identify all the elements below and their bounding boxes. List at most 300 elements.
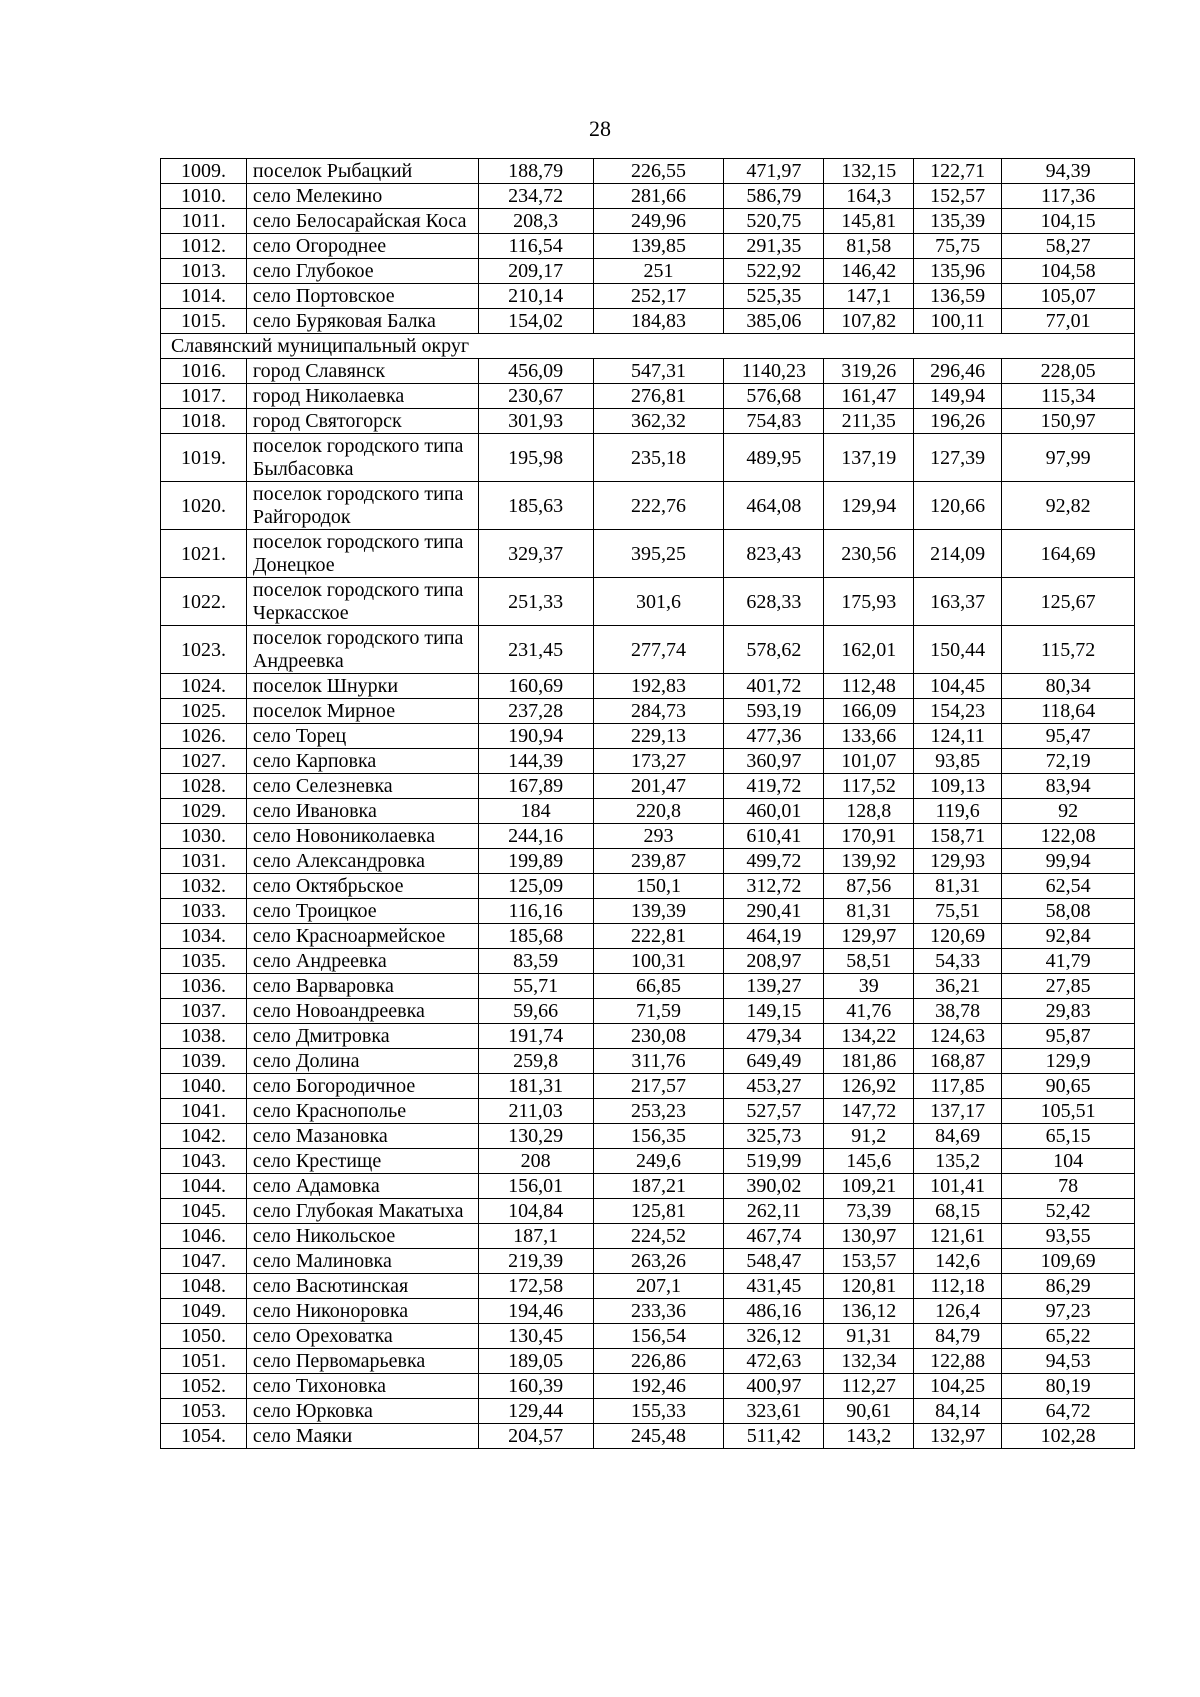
value-cell: 471,97 [724,159,824,184]
value-cell: 163,37 [914,578,1002,626]
table-row [161,1224,1135,1249]
table-row [161,1074,1135,1099]
value-cell: 210,14 [478,284,593,309]
table-row [161,974,1135,999]
value-cell: 249,6 [593,1149,724,1174]
value-cell: 160,39 [478,1374,593,1399]
settlement-name: село Дмитровка [246,1024,478,1049]
settlement-name: село Богородичное [246,1074,478,1099]
value-cell: 233,36 [593,1299,724,1324]
table-row [161,1274,1135,1299]
table-row [161,1049,1135,1074]
value-cell: 150,1 [593,874,724,899]
value-cell: 133,66 [824,724,914,749]
value-cell: 78 [1002,1174,1135,1199]
value-cell: 259,8 [478,1049,593,1074]
table-row [161,1149,1135,1174]
value-cell: 120,66 [914,482,1002,530]
row-number: 1033. [161,899,247,924]
value-cell: 130,45 [478,1324,593,1349]
table-row [161,209,1135,234]
settlement-name: город Святогорск [246,409,478,434]
settlement-name: поселок Мирное [246,699,478,724]
row-number: 1039. [161,1049,247,1074]
value-cell: 207,1 [593,1274,724,1299]
value-cell: 80,19 [1002,1374,1135,1399]
row-number: 1036. [161,974,247,999]
value-cell: 419,72 [724,774,824,799]
value-cell: 83,59 [478,949,593,974]
table-row [161,1399,1135,1424]
value-cell: 109,21 [824,1174,914,1199]
row-number: 1050. [161,1324,247,1349]
settlement-name: село Ивановка [246,799,478,824]
settlement-name: село Васютинская [246,1274,478,1299]
row-number: 1028. [161,774,247,799]
value-cell: 192,83 [593,674,724,699]
value-cell: 142,6 [914,1249,1002,1274]
value-cell: 185,63 [478,482,593,530]
value-cell: 325,73 [724,1124,824,1149]
value-cell: 224,52 [593,1224,724,1249]
value-cell: 29,83 [1002,999,1135,1024]
table-row [161,874,1135,899]
value-cell: 149,94 [914,384,1002,409]
value-cell: 95,87 [1002,1024,1135,1049]
value-cell: 125,67 [1002,578,1135,626]
value-cell: 126,4 [914,1299,1002,1324]
value-cell: 99,94 [1002,849,1135,874]
value-cell: 245,48 [593,1424,724,1449]
value-cell: 586,79 [724,184,824,209]
value-cell: 59,66 [478,999,593,1024]
value-cell: 147,1 [824,284,914,309]
row-number: 1045. [161,1199,247,1224]
value-cell: 136,12 [824,1299,914,1324]
settlement-name: село Александровка [246,849,478,874]
value-cell: 520,75 [724,209,824,234]
table-row [161,434,1135,482]
value-cell: 94,53 [1002,1349,1135,1374]
value-cell: 129,44 [478,1399,593,1424]
table-row [161,384,1135,409]
row-number: 1046. [161,1224,247,1249]
value-cell: 217,57 [593,1074,724,1099]
value-cell: 93,55 [1002,1224,1135,1249]
value-cell: 118,64 [1002,699,1135,724]
value-cell: 117,85 [914,1074,1002,1099]
table-row [161,1299,1135,1324]
value-cell: 124,11 [914,724,1002,749]
value-cell: 145,81 [824,209,914,234]
value-cell: 263,26 [593,1249,724,1274]
value-cell: 112,27 [824,1374,914,1399]
value-cell: 184 [478,799,593,824]
value-cell: 122,71 [914,159,1002,184]
value-cell: 190,94 [478,724,593,749]
value-cell: 115,34 [1002,384,1135,409]
value-cell: 134,22 [824,1024,914,1049]
table-row [161,1249,1135,1274]
value-cell: 511,42 [724,1424,824,1449]
value-cell: 115,72 [1002,626,1135,674]
value-cell: 122,88 [914,1349,1002,1374]
value-cell: 147,72 [824,1099,914,1124]
value-cell: 68,15 [914,1199,1002,1224]
value-cell: 226,86 [593,1349,724,1374]
value-cell: 229,13 [593,724,724,749]
value-cell: 81,31 [824,899,914,924]
row-number: 1009. [161,159,247,184]
row-number: 1048. [161,1274,247,1299]
value-cell: 234,72 [478,184,593,209]
value-cell: 464,08 [724,482,824,530]
value-cell: 168,87 [914,1049,1002,1074]
value-cell: 137,19 [824,434,914,482]
value-cell: 104,84 [478,1199,593,1224]
value-cell: 170,91 [824,824,914,849]
value-cell: 90,61 [824,1399,914,1424]
table-row [161,1324,1135,1349]
value-cell: 91,2 [824,1124,914,1149]
settlement-name: село Андреевка [246,949,478,974]
settlement-name: поселок городского типа Райгородок [246,482,478,530]
settlement-name: село Долина [246,1049,478,1074]
settlement-name: село Новониколаевка [246,824,478,849]
value-cell: 1140,23 [724,359,824,384]
value-cell: 489,95 [724,434,824,482]
value-cell: 73,39 [824,1199,914,1224]
value-cell: 129,93 [914,849,1002,874]
value-cell: 189,05 [478,1349,593,1374]
value-cell: 522,92 [724,259,824,284]
value-cell: 152,57 [914,184,1002,209]
value-cell: 181,86 [824,1049,914,1074]
value-cell: 126,92 [824,1074,914,1099]
value-cell: 104,15 [1002,209,1135,234]
value-cell: 231,45 [478,626,593,674]
settlement-name: поселок городского типа Донецкое [246,530,478,578]
value-cell: 93,85 [914,749,1002,774]
value-cell: 100,31 [593,949,724,974]
table-row [161,849,1135,874]
value-cell: 104,45 [914,674,1002,699]
row-number: 1017. [161,384,247,409]
value-cell: 301,93 [478,409,593,434]
table-row [161,309,1135,334]
value-cell: 401,72 [724,674,824,699]
value-cell: 90,65 [1002,1074,1135,1099]
value-cell: 251 [593,259,724,284]
value-cell: 185,68 [478,924,593,949]
settlement-name: поселок городского типа Черкасское [246,578,478,626]
value-cell: 593,19 [724,699,824,724]
value-cell: 119,6 [914,799,1002,824]
table-row [161,626,1135,674]
value-cell: 139,39 [593,899,724,924]
value-cell: 71,59 [593,999,724,1024]
value-cell: 27,85 [1002,974,1135,999]
table-row [161,184,1135,209]
value-cell: 132,34 [824,1349,914,1374]
table-row [161,578,1135,626]
table-row [161,899,1135,924]
value-cell: 312,72 [724,874,824,899]
value-cell: 467,74 [724,1224,824,1249]
row-number: 1043. [161,1149,247,1174]
value-cell: 460,01 [724,799,824,824]
row-number: 1030. [161,824,247,849]
table-row [161,799,1135,824]
value-cell: 395,25 [593,530,724,578]
value-cell: 211,03 [478,1099,593,1124]
page-number: 28 [589,116,611,141]
settlement-name: село Мазановка [246,1124,478,1149]
settlement-name: село Адамовка [246,1174,478,1199]
table-row [161,159,1135,184]
table-row [161,699,1135,724]
value-cell: 251,33 [478,578,593,626]
row-number: 1010. [161,184,247,209]
value-cell: 41,76 [824,999,914,1024]
table-row [161,234,1135,259]
settlement-name: село Никоноровка [246,1299,478,1324]
settlement-name: село Первомарьевка [246,1349,478,1374]
value-cell: 105,51 [1002,1099,1135,1124]
value-cell: 52,42 [1002,1199,1135,1224]
value-cell: 92 [1002,799,1135,824]
value-cell: 132,15 [824,159,914,184]
value-cell: 144,39 [478,749,593,774]
value-cell: 204,57 [478,1424,593,1449]
value-cell: 253,23 [593,1099,724,1124]
settlement-name: село Юрковка [246,1399,478,1424]
row-number: 1042. [161,1124,247,1149]
value-cell: 252,17 [593,284,724,309]
value-cell: 122,08 [1002,824,1135,849]
value-cell: 547,31 [593,359,724,384]
value-cell: 77,01 [1002,309,1135,334]
table-row [161,1349,1135,1374]
settlement-name: село Тихоновка [246,1374,478,1399]
table-row [161,749,1135,774]
value-cell: 54,33 [914,949,1002,974]
row-number: 1026. [161,724,247,749]
value-cell: 94,39 [1002,159,1135,184]
value-cell: 92,84 [1002,924,1135,949]
settlement-name: поселок городского типа Андреевка [246,626,478,674]
value-cell: 129,97 [824,924,914,949]
row-number: 1040. [161,1074,247,1099]
value-cell: 112,18 [914,1274,1002,1299]
settlement-name: село Троицкое [246,899,478,924]
value-cell: 323,61 [724,1399,824,1424]
data-table-body [161,159,1135,1449]
value-cell: 72,19 [1002,749,1135,774]
row-number: 1019. [161,434,247,482]
settlement-name: село Ореховатка [246,1324,478,1349]
table-row [161,824,1135,849]
table-row [161,924,1135,949]
value-cell: 58,51 [824,949,914,974]
settlement-name: село Краснополье [246,1099,478,1124]
value-cell: 121,61 [914,1224,1002,1249]
table-row [161,359,1135,384]
value-cell: 150,44 [914,626,1002,674]
value-cell: 128,8 [824,799,914,824]
settlement-name: село Огороднее [246,234,478,259]
value-cell: 41,79 [1002,949,1135,974]
value-cell: 173,27 [593,749,724,774]
row-number: 1023. [161,626,247,674]
settlement-name: село Варваровка [246,974,478,999]
value-cell: 192,46 [593,1374,724,1399]
value-cell: 97,99 [1002,434,1135,482]
row-number: 1029. [161,799,247,824]
value-cell: 400,97 [724,1374,824,1399]
value-cell: 101,07 [824,749,914,774]
row-number: 1051. [161,1349,247,1374]
value-cell: 66,85 [593,974,724,999]
settlement-name: город Николаевка [246,384,478,409]
settlement-name: село Селезневка [246,774,478,799]
row-number: 1014. [161,284,247,309]
value-cell: 195,98 [478,434,593,482]
value-cell: 135,39 [914,209,1002,234]
value-cell: 191,74 [478,1024,593,1049]
row-number: 1011. [161,209,247,234]
data-table [160,158,1135,1449]
value-cell: 486,16 [724,1299,824,1324]
table-row [161,1424,1135,1449]
value-cell: 166,09 [824,699,914,724]
value-cell: 109,69 [1002,1249,1135,1274]
value-cell: 301,6 [593,578,724,626]
value-cell: 453,27 [724,1074,824,1099]
table-row [161,674,1135,699]
value-cell: 65,22 [1002,1324,1135,1349]
row-number: 1024. [161,674,247,699]
table-row [161,284,1135,309]
value-cell: 116,16 [478,899,593,924]
value-cell: 124,63 [914,1024,1002,1049]
settlement-name: село Глубокое [246,259,478,284]
value-cell: 154,23 [914,699,1002,724]
value-cell: 548,47 [724,1249,824,1274]
value-cell: 208,97 [724,949,824,974]
value-cell: 172,58 [478,1274,593,1299]
value-cell: 326,12 [724,1324,824,1349]
value-cell: 431,45 [724,1274,824,1299]
value-cell: 823,43 [724,530,824,578]
table-row [161,1099,1135,1124]
settlement-name: село Буряковая Балка [246,309,478,334]
value-cell: 104,58 [1002,259,1135,284]
value-cell: 276,81 [593,384,724,409]
value-cell: 86,29 [1002,1274,1135,1299]
value-cell: 222,81 [593,924,724,949]
value-cell: 214,09 [914,530,1002,578]
value-cell: 293 [593,824,724,849]
settlement-name: село Октябрьское [246,874,478,899]
value-cell: 201,47 [593,774,724,799]
value-cell: 130,29 [478,1124,593,1149]
value-cell: 184,83 [593,309,724,334]
value-cell: 239,87 [593,849,724,874]
row-number: 1020. [161,482,247,530]
value-cell: 519,99 [724,1149,824,1174]
value-cell: 281,66 [593,184,724,209]
row-number: 1027. [161,749,247,774]
value-cell: 104 [1002,1149,1135,1174]
value-cell: 249,96 [593,209,724,234]
row-number: 1032. [161,874,247,899]
value-cell: 472,63 [724,1349,824,1374]
value-cell: 150,97 [1002,409,1135,434]
value-cell: 130,97 [824,1224,914,1249]
settlement-name: село Портовское [246,284,478,309]
value-cell: 156,35 [593,1124,724,1149]
table-row [161,1174,1135,1199]
value-cell: 132,97 [914,1424,1002,1449]
row-number: 1052. [161,1374,247,1399]
value-cell: 211,35 [824,409,914,434]
value-cell: 296,46 [914,359,1002,384]
value-cell: 196,26 [914,409,1002,434]
value-cell: 80,34 [1002,674,1135,699]
settlement-name: село Красноармейское [246,924,478,949]
table-row [161,999,1135,1024]
value-cell: 64,72 [1002,1399,1135,1424]
value-cell: 62,54 [1002,874,1135,899]
value-cell: 58,27 [1002,234,1135,259]
value-cell: 610,41 [724,824,824,849]
value-cell: 145,6 [824,1149,914,1174]
row-number: 1037. [161,999,247,1024]
value-cell: 116,54 [478,234,593,259]
value-cell: 237,28 [478,699,593,724]
value-cell: 112,48 [824,674,914,699]
row-number: 1025. [161,699,247,724]
value-cell: 143,2 [824,1424,914,1449]
table-row [161,1374,1135,1399]
value-cell: 38,78 [914,999,1002,1024]
value-cell: 199,89 [478,849,593,874]
settlement-name: село Карповка [246,749,478,774]
value-cell: 135,96 [914,259,1002,284]
value-cell: 39 [824,974,914,999]
settlement-name: село Маяки [246,1424,478,1449]
value-cell: 97,23 [1002,1299,1135,1324]
value-cell: 136,59 [914,284,1002,309]
table-row [161,949,1135,974]
row-number: 1044. [161,1174,247,1199]
value-cell: 477,36 [724,724,824,749]
row-number: 1013. [161,259,247,284]
value-cell: 153,57 [824,1249,914,1274]
table-row [161,530,1135,578]
value-cell: 226,55 [593,159,724,184]
value-cell: 139,92 [824,849,914,874]
value-cell: 527,57 [724,1099,824,1124]
value-cell: 209,17 [478,259,593,284]
row-number: 1041. [161,1099,247,1124]
value-cell: 390,02 [724,1174,824,1199]
value-cell: 149,15 [724,999,824,1024]
value-cell: 84,14 [914,1399,1002,1424]
value-cell: 120,81 [824,1274,914,1299]
settlement-name: поселок городского типа Былбасовка [246,434,478,482]
